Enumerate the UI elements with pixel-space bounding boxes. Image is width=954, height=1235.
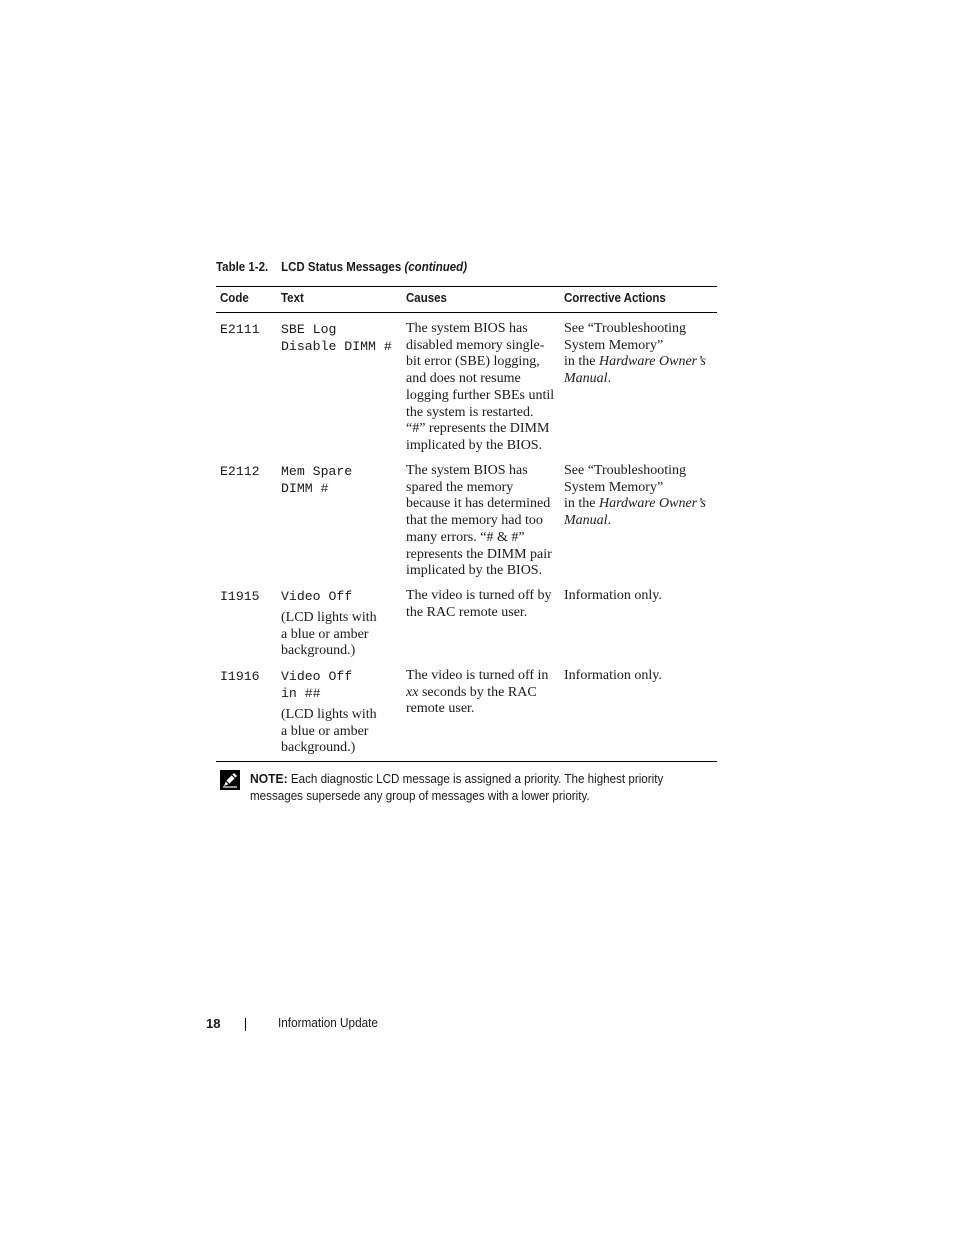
row-action: Information only. xyxy=(564,668,662,683)
row-causes xyxy=(406,321,566,455)
cause-line: the system is restarted. xyxy=(406,404,534,420)
text-line: Disable DIMM # xyxy=(281,339,392,354)
table-caption xyxy=(216,260,467,274)
action-end: . xyxy=(607,513,612,529)
cause-line: The video is turned off in xyxy=(406,668,549,683)
action-line xyxy=(564,354,717,371)
action-line: System Memory” xyxy=(564,337,664,353)
cause-line: logging further SBEs until xyxy=(406,387,555,403)
cause-rest: seconds by the RAC xyxy=(418,684,537,700)
action-line: See “Troubleshooting xyxy=(564,463,686,478)
row-code: E2112 xyxy=(220,464,260,479)
row-causes xyxy=(406,463,566,580)
cause-line xyxy=(406,685,566,702)
row-action: Information only. xyxy=(564,588,662,603)
manual-title: Manual xyxy=(564,371,608,387)
table-row xyxy=(216,463,717,588)
row-text xyxy=(281,463,352,497)
row-text xyxy=(281,588,377,660)
action-end: . xyxy=(607,371,612,387)
text-note xyxy=(281,610,377,660)
text-line: Video Off xyxy=(281,669,353,684)
text-line: DIMM # xyxy=(281,481,329,496)
table-bottom-rule xyxy=(216,761,717,762)
row-causes xyxy=(406,668,566,718)
cause-line: represents the DIMM pair xyxy=(406,546,552,562)
lcd-status-table xyxy=(216,286,717,762)
note-line: (LCD lights with xyxy=(281,707,377,722)
cause-line: the RAC remote user. xyxy=(406,604,528,620)
table-number: Table 1-2. xyxy=(216,260,269,274)
cause-line: because it has determined xyxy=(406,496,551,512)
manual-title: Hardware Owner’s xyxy=(599,354,706,370)
note-body: Each diagnostic LCD message is assigned a priority. The highest priority messages supersede any group of messages with a lower priority. xyxy=(250,772,664,803)
cause-line: bit error (SBE) logging, xyxy=(406,354,540,370)
cause-line: spared the memory xyxy=(406,479,514,495)
table-header xyxy=(216,287,717,312)
action-line: See “Troubleshooting xyxy=(564,321,686,336)
note-line: background.) xyxy=(281,643,356,659)
cause-line: implicated by the BIOS. xyxy=(406,563,543,579)
text-line: in ## xyxy=(281,686,321,701)
table-row xyxy=(216,588,717,668)
row-code: E2111 xyxy=(220,322,260,337)
text-line: SBE Log xyxy=(281,322,337,337)
table-row xyxy=(216,668,717,761)
row-code: I1916 xyxy=(220,669,260,684)
header-rule xyxy=(216,312,717,313)
cause-line: and does not resume xyxy=(406,371,521,387)
note-line: a blue or amber xyxy=(281,723,369,739)
action-prefix: in the xyxy=(564,496,599,512)
header-text: Text xyxy=(281,291,304,305)
row-action xyxy=(564,321,717,388)
text-line: Mem Spare xyxy=(281,464,353,479)
manual-title: Hardware Owner’s xyxy=(599,496,706,512)
text-note xyxy=(281,707,377,757)
manual-title: Manual xyxy=(564,513,608,529)
page-number: 18 xyxy=(206,1016,221,1031)
note-line: background.) xyxy=(281,740,356,756)
note-line: a blue or amber xyxy=(281,626,369,642)
cause-line: The system BIOS has xyxy=(406,463,528,478)
header-code: Code xyxy=(220,291,249,305)
action-line xyxy=(564,496,717,513)
row-text xyxy=(281,668,377,757)
row-code: I1915 xyxy=(220,589,260,604)
footer-divider xyxy=(245,1018,246,1031)
section-title: Information Update xyxy=(278,1016,378,1030)
note-label: NOTE: xyxy=(250,771,288,786)
text-line: Video Off xyxy=(281,589,353,604)
action-prefix: in the xyxy=(564,354,599,370)
cause-line: remote user. xyxy=(406,701,475,717)
note-line: (LCD lights with xyxy=(281,610,377,625)
cause-line: The video is turned off by xyxy=(406,588,552,603)
cause-var: xx xyxy=(406,684,419,700)
action-line: System Memory” xyxy=(564,479,664,495)
header-actions: Corrective Actions xyxy=(564,291,666,305)
note-text xyxy=(250,770,687,805)
pencil-note-icon xyxy=(220,770,240,790)
cause-line: “#” represents the DIMM xyxy=(406,421,550,437)
table-continued: (continued) xyxy=(404,260,468,274)
row-action xyxy=(564,463,717,530)
row-text xyxy=(281,321,392,355)
header-causes: Causes xyxy=(406,291,447,305)
cause-line: that the memory had too xyxy=(406,513,543,529)
table-title: LCD Status Messages xyxy=(281,260,402,274)
action-line xyxy=(564,371,717,388)
action-line xyxy=(564,513,717,530)
row-causes xyxy=(406,588,566,621)
cause-line: The system BIOS has xyxy=(406,321,528,336)
cause-line: implicated by the BIOS. xyxy=(406,437,543,453)
table-row xyxy=(216,321,717,463)
cause-line: disabled memory single- xyxy=(406,337,545,353)
cause-line: many errors. “# & #” xyxy=(406,529,525,545)
